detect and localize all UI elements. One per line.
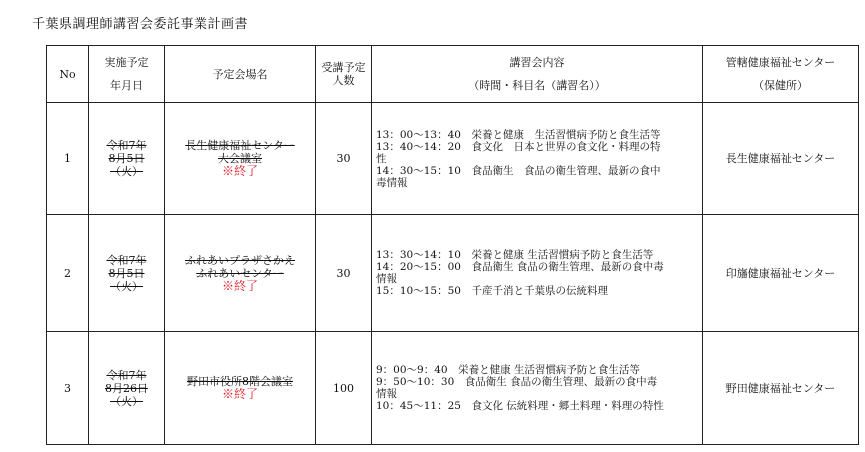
content-line: 14：20～15：00 食品衛生 食品の衛生管理、最新の食中毒 bbox=[376, 261, 664, 273]
plan-table bbox=[46, 45, 859, 445]
document-title: 千葉県調理師講習会委託事業計画書 bbox=[32, 17, 249, 32]
row-center: 野田健康福祉センター bbox=[703, 332, 859, 445]
header-no: No bbox=[47, 46, 89, 103]
row-no: 1 bbox=[47, 103, 89, 215]
content-line: 13：30～14：10 栄養と健康 生活習慣病予防と食生活等 bbox=[376, 249, 654, 261]
header-date-line1: 実施予定 bbox=[104, 56, 149, 69]
row-date bbox=[89, 215, 165, 332]
header-center-line1: 管轄健康福祉センター bbox=[725, 56, 836, 69]
date-year: 令和7年 bbox=[106, 253, 147, 267]
header-count-line2: 人数 bbox=[332, 74, 355, 87]
date-weekday: （火） bbox=[110, 165, 143, 178]
date-day: 8月26日 bbox=[105, 381, 148, 395]
content-line: 9：50～10：30 食品衛生 食品の衛生管理、最新の食中毒 bbox=[376, 376, 658, 388]
row-center: 長生健康福祉センター bbox=[703, 103, 859, 215]
row-venue bbox=[165, 103, 316, 215]
header-center-line2: （保健所） bbox=[753, 79, 808, 92]
content-line: 情報 bbox=[376, 273, 397, 285]
row-count: 100 bbox=[316, 332, 372, 445]
header-count bbox=[316, 46, 372, 103]
content-line: 情報 bbox=[376, 388, 397, 400]
row-venue bbox=[165, 332, 316, 445]
content-line: 14：30～15：10 食品衛生 食品の衛生管理、最新の食中 bbox=[376, 164, 661, 177]
table-header-row bbox=[47, 46, 859, 103]
status-ended-badge: ※終了 bbox=[221, 164, 258, 178]
header-content-line2: （時間・科目名（講習名）） bbox=[468, 79, 606, 92]
content-line: 性 bbox=[376, 152, 387, 165]
header-content-line1: 講習会内容 bbox=[509, 56, 565, 69]
row-content bbox=[372, 215, 703, 332]
venue-name: 野田市役所8階会議室 bbox=[187, 375, 293, 388]
content-line: 10：45～11：25 食文化 伝統料理・郷土料理・料理の特性 bbox=[376, 400, 664, 412]
status-ended-badge: ※終了 bbox=[221, 278, 258, 293]
date-day: 8月5日 bbox=[108, 152, 145, 165]
date-year: 令和7年 bbox=[106, 368, 147, 382]
row-count: 30 bbox=[316, 215, 372, 332]
header-count-line1: 受講予定 bbox=[321, 61, 366, 74]
table-row bbox=[47, 332, 859, 445]
date-weekday: （火） bbox=[110, 279, 143, 293]
row-count: 30 bbox=[316, 103, 372, 215]
content-line: 毒情報 bbox=[376, 176, 408, 189]
date-day: 8月5日 bbox=[108, 266, 145, 280]
content-line: 9：00～9：40 栄養と健康 生活習慣病予防と食生活等 bbox=[376, 364, 640, 376]
row-no: 2 bbox=[47, 215, 89, 332]
date-year: 令和7年 bbox=[106, 139, 147, 152]
venue-name: ふれあいプラザさかえ bbox=[185, 253, 295, 267]
venue-room: 大会議室 bbox=[218, 152, 262, 165]
row-content bbox=[372, 332, 703, 445]
header-center bbox=[703, 46, 859, 103]
row-center: 印旛健康福祉センター bbox=[703, 215, 859, 332]
row-date bbox=[89, 332, 165, 445]
header-content bbox=[372, 46, 703, 103]
venue-room: ふれあいセンター bbox=[196, 266, 284, 280]
header-venue: 予定会場名 bbox=[165, 46, 316, 103]
venue-name: 長生健康福祉センター bbox=[185, 139, 295, 152]
row-content bbox=[372, 103, 703, 215]
row-date bbox=[89, 103, 165, 215]
row-no: 3 bbox=[47, 332, 89, 445]
header-date-line2: 年月日 bbox=[110, 79, 143, 92]
content-line: 13：00～13：40 栄養と健康 生活習慣病予防と食生活等 bbox=[376, 128, 661, 141]
content-line: 13：40～14：20 食文化 日本と世界の食文化・料理の特 bbox=[376, 140, 661, 153]
status-ended-badge: ※終了 bbox=[221, 387, 258, 401]
table-row bbox=[47, 103, 859, 215]
row-venue bbox=[165, 215, 316, 332]
date-weekday: （火） bbox=[110, 394, 143, 408]
table-row bbox=[47, 215, 859, 332]
content-line: 15：10～15：50 千産千消と千葉県の伝統料理 bbox=[376, 285, 608, 297]
header-date bbox=[89, 46, 165, 103]
